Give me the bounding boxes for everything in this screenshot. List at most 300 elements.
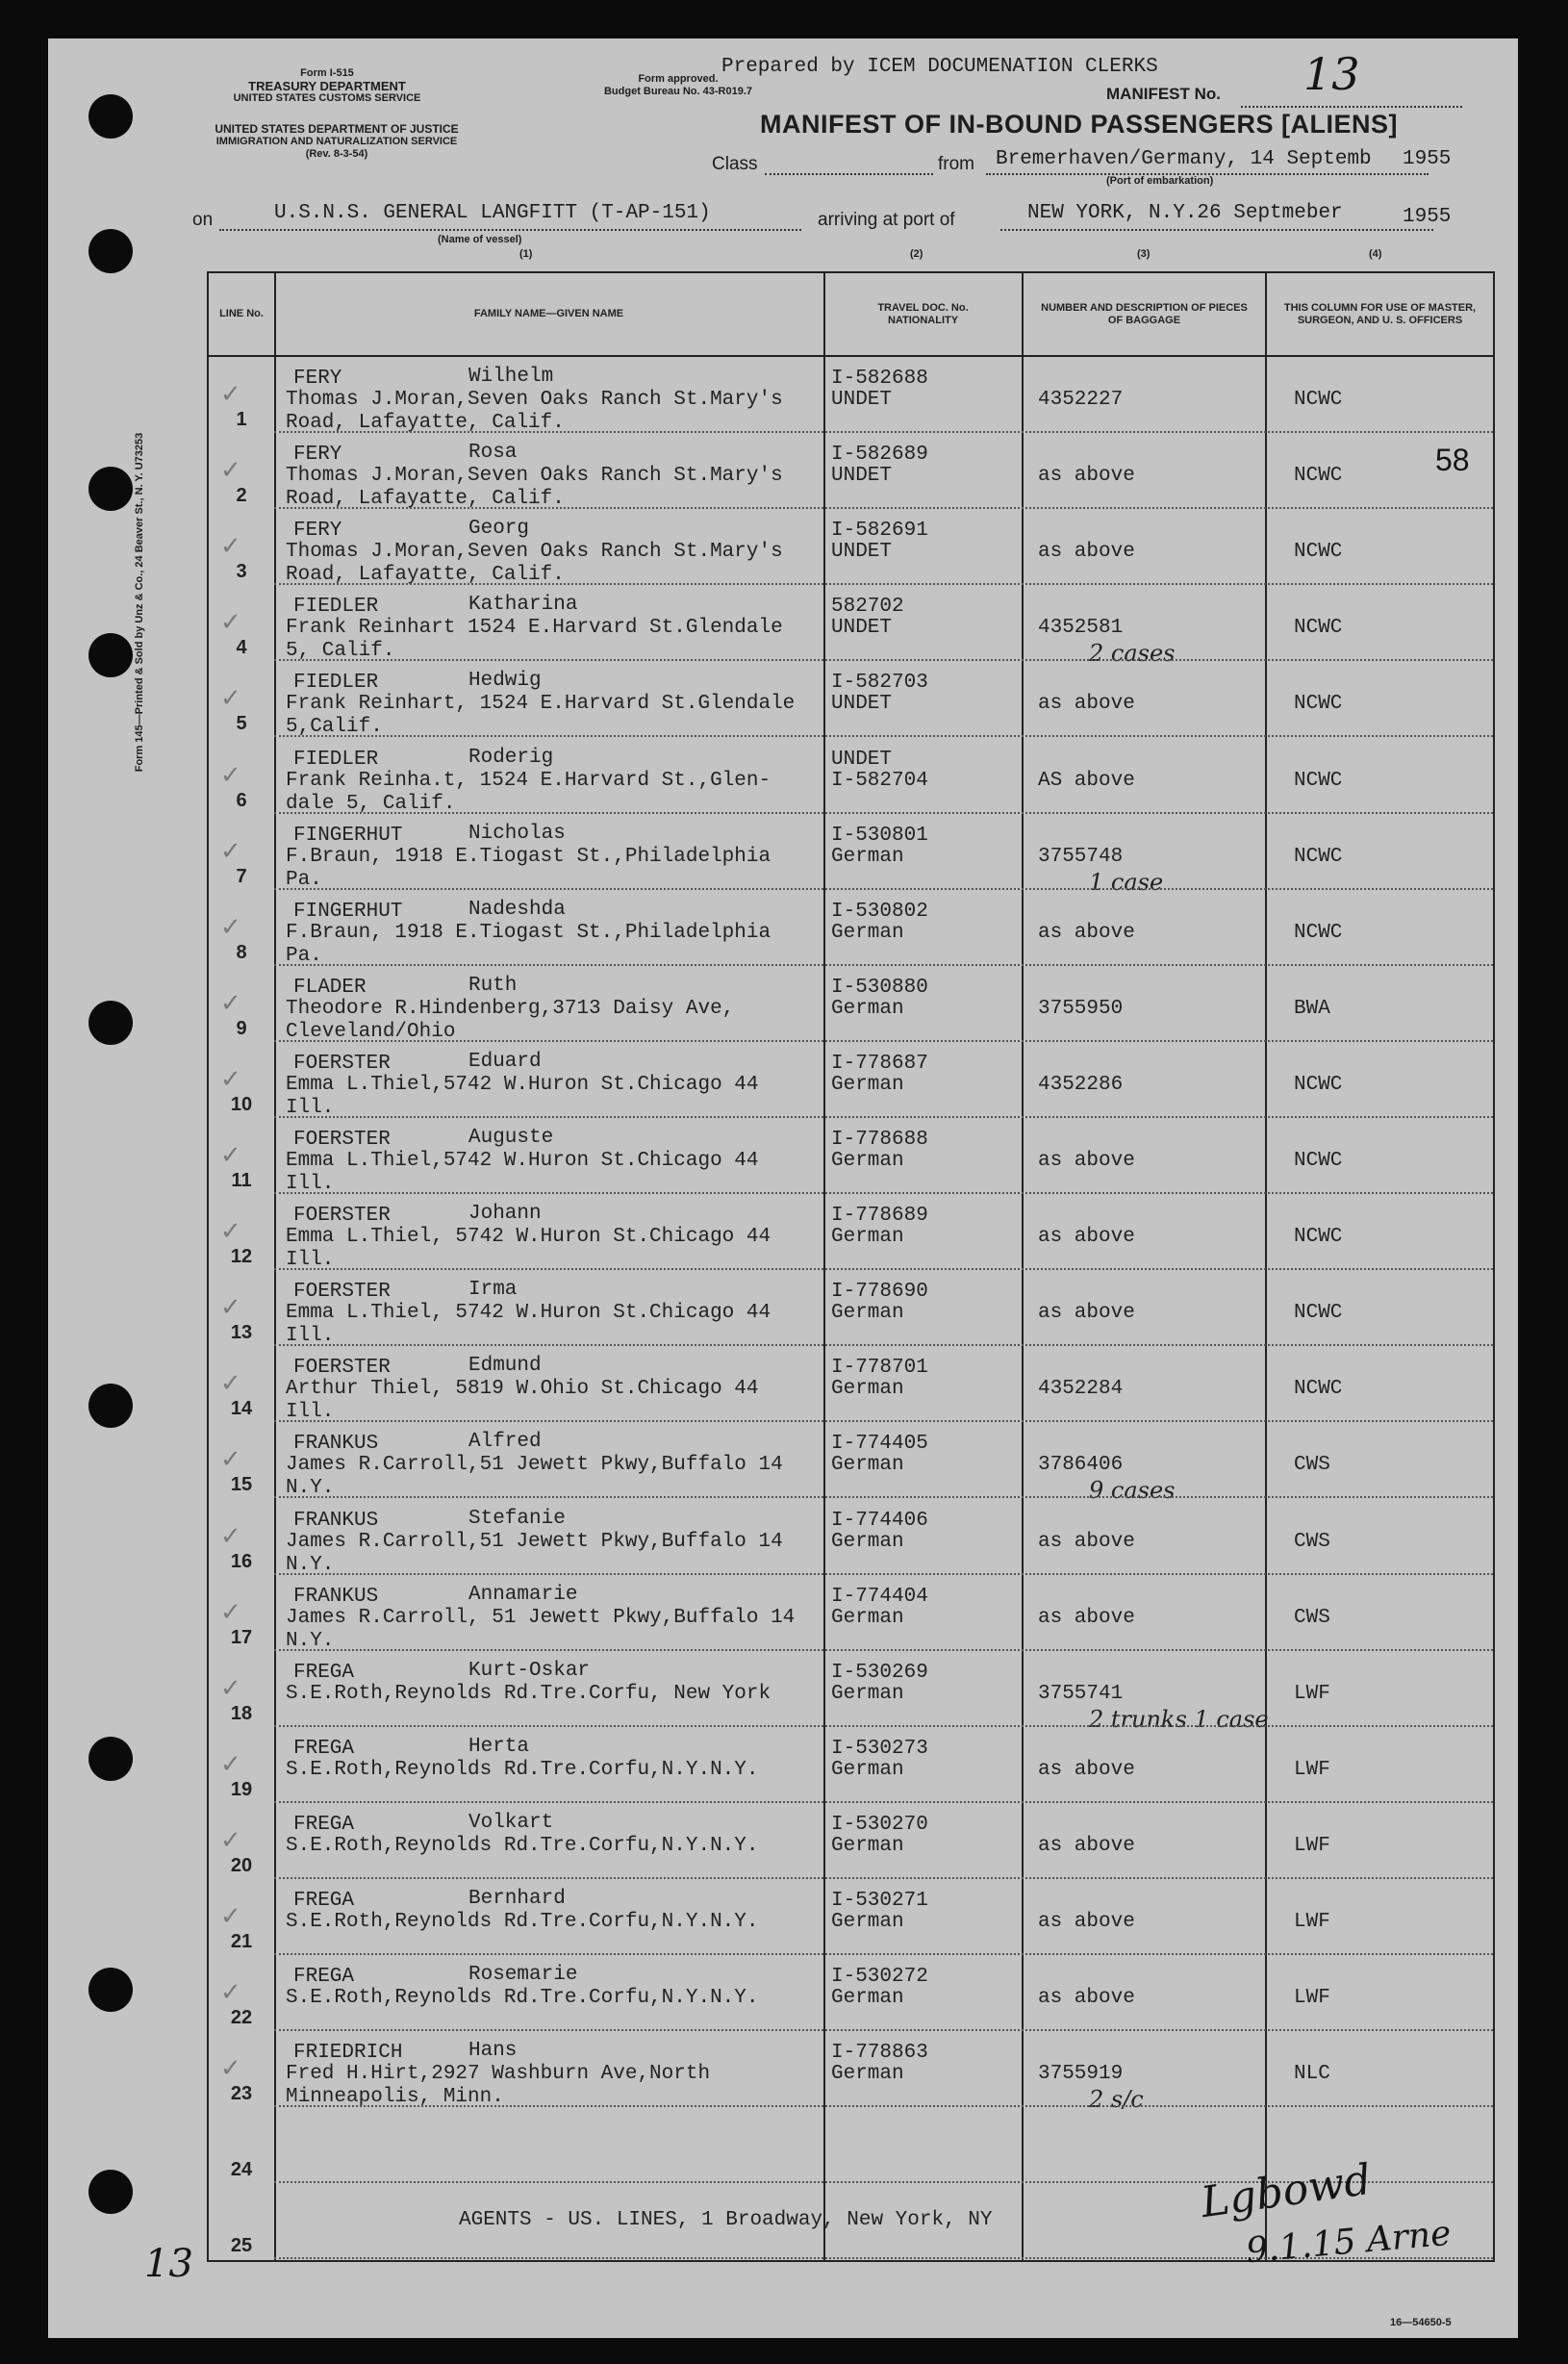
row-travel-doc: I-774405 [831,1433,928,1456]
table-row [209,1499,1493,1575]
row-address-line-1: James R.Carroll,51 Jewett Pkwy,Buffalo 14 [286,1454,783,1477]
table-row [209,357,1493,433]
table-row [209,738,1493,814]
row-nationality: German [831,1226,904,1249]
check-mark-icon: ✓ [220,1597,241,1626]
row-line-number: 15 [230,1474,253,1496]
row-given-name: Wilhelm [468,366,554,388]
table-row [209,966,1493,1042]
row-baggage: 3786406 [1038,1454,1124,1477]
row-travel-doc: I-530270 [831,1813,928,1836]
row-given-name: Edmund [468,1355,542,1378]
row-address-line-1: Frank Reinhart, 1524 E.Harvard St.Glendale [286,693,796,716]
row-nationality: UNDET [831,389,893,411]
row-nationality: UNDET [831,693,893,716]
row-baggage: as above [1038,1606,1135,1629]
row-address-line-1: F.Braun, 1918 E.Tiogast St.,Philadelphia [286,921,771,944]
row-family-name: FREGA [293,1737,355,1760]
row-organization: BWA [1294,997,1330,1020]
row-family-name: FOERSTER [293,1205,391,1228]
punch-hole [89,467,133,511]
table-row [209,1042,1493,1118]
row-organization: NCWC [1294,1226,1343,1249]
row-baggage: 4352286 [1038,1073,1124,1096]
col-header-travel-doc: TRAVEL DOC. No. NATIONALITY [877,301,969,326]
check-mark-icon: ✓ [220,836,241,865]
row-baggage: as above [1038,1987,1135,2010]
table-row [209,1727,1493,1803]
row-line-number: 3 [236,561,247,583]
row-travel-doc: UNDET [831,748,893,771]
row-line-number: 7 [236,865,247,887]
row-organization: LWF [1294,1758,1330,1781]
row-nationality: German [831,1758,904,1781]
row-baggage: 4352227 [1038,389,1124,411]
row-nationality: German [831,1150,904,1172]
row-travel-doc: I-582689 [831,444,928,467]
row-nationality: German [831,1378,904,1401]
row-baggage: as above [1038,1150,1135,1172]
port-embark-caption: (Port of embarkation) [1106,175,1214,187]
row-nationality: German [831,997,904,1020]
row-travel-doc: I-778863 [831,2042,928,2065]
row-family-name: FRIEDRICH [293,2042,403,2065]
form-approved: Form approved. Budget Bureau No. 43-R019.7 [603,73,753,97]
row-family-name: FINGERHUT [293,824,403,847]
row-line-number: 4 [236,637,247,659]
table-row [209,1346,1493,1422]
row-baggage-note: 2 s/c [1089,2086,1144,2114]
row-baggage-note: 9 cases [1089,1477,1176,1505]
row-baggage: as above [1038,541,1135,564]
table-row [209,1422,1493,1505]
row-family-name: FOERSTER [293,1129,391,1151]
row-address-line-1: S.E.Roth,Reynolds Rd.Tre.Corfu,N.Y.N.Y. [286,1911,759,1933]
row-line-number: 10 [230,1093,253,1115]
row-address-line-1: Theodore R.Hindenberg,3713 Daisy Ave, [286,997,735,1020]
row-nationality: German [831,1911,904,1933]
row-line-number: 13 [230,1322,253,1344]
row-address-line-1: AGENTS - US. LINES, 1 Broadway, New York, NY [459,2209,993,2232]
row-line-number: 9 [236,1017,247,1039]
row-address-line-2: dale 5, Calif. [286,792,456,815]
row-given-name: Hedwig [468,670,542,693]
row-given-name: Georg [468,518,530,541]
row-address-line-1: Emma L.Thiel, 5742 W.Huron St.Chicago 44 [286,1302,771,1325]
row-travel-doc: I-530269 [831,1661,928,1684]
table-row [209,661,1493,737]
manifest-page [48,38,1518,2338]
col-header-line-no: LINE No. [219,308,264,319]
check-mark-icon: ✓ [220,1293,241,1322]
row-address-line-2: Cleveland/Ohio [286,1020,456,1043]
row-baggage-note: 1 case [1089,868,1164,896]
passenger-table [207,271,1495,2262]
row-address-line-1: Emma L.Thiel,5742 W.Huron St.Chicago 44 [286,1073,759,1096]
col-num-1: (1) [519,248,533,260]
row-address-line-2: Ill. [286,1173,335,1195]
row-family-name: FIEDLER [293,596,379,619]
col-header-officers: THIS COLUMN FOR USE OF MASTER, SURGEON, AND U. S. OFFICERS [1283,301,1477,326]
row-travel-doc: I-582688 [831,368,928,390]
row-organization: NCWC [1294,769,1343,792]
row-address-line-1: S.E.Roth,Reynolds Rd.Tre.Corfu, New York [286,1682,771,1705]
row-organization: LWF [1294,1987,1330,2010]
row-address-line-2: Pa. [286,944,322,967]
row-address-line-2: Ill. [286,1401,335,1424]
row-travel-doc: I-778701 [831,1357,928,1380]
row-line-number: 16 [230,1550,253,1572]
row-baggage: as above [1038,1758,1135,1781]
row-organization: NCWC [1294,1073,1343,1096]
row-line-number: 21 [230,1931,253,1952]
punch-hole [89,1001,133,1045]
row-travel-doc: I-530880 [831,976,928,999]
table-row [209,1879,1493,1955]
punch-hole [89,633,133,677]
row-address-line-1: F.Braun, 1918 E.Tiogast St.,Philadelphia [286,845,771,868]
row-line-number: 2 [236,485,247,507]
arrival-value: NEW YORK, N.Y.26 Septmeber [1027,202,1343,224]
row-nationality: UNDET [831,465,893,488]
row-nationality: German [831,2063,904,2086]
table-row [209,1575,1493,1651]
row-travel-doc: I-778688 [831,1129,928,1151]
manifest-no-label: MANIFEST No. [1106,85,1221,103]
row-address-line-2: Road, Lafayatte, Calif. [286,488,565,511]
row-nationality: UNDET [831,541,893,564]
side-imprint: Form 145—Printed & Sold by Unz & Co., 24 Beaver St., N. Y. U73253 [134,432,145,773]
check-mark-icon: ✓ [220,1902,241,1930]
table-row [209,509,1493,585]
row-organization: NCWC [1294,465,1343,488]
row-address-line-2: Pa. [286,868,322,891]
row-address-line-2: Ill. [286,1325,335,1348]
row-address-line-2: Ill. [286,1249,335,1272]
check-mark-icon: ✓ [220,1141,241,1169]
row-address-line-1: S.E.Roth,Reynolds Rd.Tre.Corfu,N.Y.N.Y. [286,1987,759,2010]
check-mark-icon: ✓ [220,2054,241,2083]
punch-hole [89,1968,133,2012]
row-nationality: German [831,1682,904,1705]
row-family-name: FERY [293,520,342,543]
row-address-line-1: Frank Reinhart 1524 E.Harvard St.Glendale [286,617,783,640]
form-block-treasury: Form I-515 TREASURY DEPARTMENT UNITED STATES CUSTOMS SERVICE [233,67,421,104]
row-family-name: FINGERHUT [293,900,403,923]
row-baggage: as above [1038,1302,1135,1325]
from-label: from [938,154,974,174]
row-line-number: 23 [230,2083,253,2105]
row-nationality: German [831,1530,904,1553]
row-family-name: FLADER [293,976,367,999]
row-line-number: 25 [230,2235,253,2257]
row-address-line-2: N.Y. [286,1477,335,1500]
row-nationality: German [831,1606,904,1629]
punch-hole [89,1384,133,1428]
row-family-name: FOERSTER [293,1281,391,1304]
row-given-name: Stefanie [468,1507,566,1530]
table-row [209,1955,1493,2031]
row-organization: NLC [1294,2063,1330,2086]
row-line-number: 18 [230,1702,253,1724]
row-line-number: 1 [236,409,247,430]
row-nationality: German [831,921,904,944]
row-organization: NCWC [1294,693,1343,716]
col-num-3: (3) [1137,248,1151,260]
row-family-name: FOERSTER [293,1357,391,1380]
table-header [209,273,1493,357]
check-mark-icon: ✓ [220,1978,241,2007]
row-address-line-2: Minneapolis, Minn. [286,2086,504,2109]
row-travel-doc: I-778687 [831,1052,928,1075]
row-baggage-note: 2 cases [1089,640,1176,668]
check-mark-icon: ✓ [220,1217,241,1246]
row-address-line-1: Emma L.Thiel, 5742 W.Huron St.Chicago 44 [286,1226,771,1249]
row-line-number: 22 [230,2007,253,2029]
row-nationality: German [831,845,904,868]
row-travel-doc: I-582691 [831,520,928,543]
row-address-line-2: Ill. [286,1096,335,1119]
row-family-name: FRANKUS [293,1509,379,1532]
row-given-name: Nadeshda [468,898,566,921]
col-num-2: (2) [910,248,923,260]
row-organization: LWF [1294,1682,1330,1705]
row-address-line-1: Frank Reinha.t, 1524 E.Harvard St.,Glen- [286,769,771,792]
table-row [209,1651,1493,1733]
row-given-name: Irma [468,1279,518,1302]
check-mark-icon: ✓ [220,608,241,637]
row-line-number: 14 [230,1398,253,1420]
arriving-label: arriving at port of [818,210,955,230]
check-mark-icon: ✓ [220,1064,241,1093]
check-mark-icon: ✓ [220,1521,241,1550]
col-header-name: FAMILY NAME—GIVEN NAME [473,308,624,319]
row-address-line-2: Road, Lafayatte, Calif. [286,564,565,587]
row-nationality: German [831,1073,904,1096]
row-given-name: Ruth [468,974,518,997]
row-nationality: German [831,1987,904,2010]
row-travel-doc: I-778689 [831,1205,928,1228]
row-organization: NCWC [1294,1302,1343,1325]
row-line-number: 19 [230,1778,253,1800]
row-family-name: FERY [293,444,342,467]
col-header-baggage: NUMBER AND DESCRIPTION OF PIECES OF BAGGAGE [1041,301,1248,326]
row-organization: NCWC [1294,1150,1343,1172]
row-organization: NCWC [1294,1378,1343,1401]
page-title: MANIFEST OF IN-BOUND PASSENGERS [ALIENS] [760,110,1399,139]
row-family-name: FERY [293,368,342,390]
row-travel-doc: I-778690 [831,1281,928,1304]
row-given-name: Katharina [468,594,578,617]
row-address-line-2: N.Y. [286,1553,335,1576]
row-travel-doc: I-774406 [831,1509,928,1532]
table-row [209,1118,1493,1194]
row-travel-doc: I-530802 [831,900,928,923]
row-baggage: 4352581 [1038,617,1124,640]
punch-hole [89,229,133,273]
row-family-name: FIEDLER [293,748,379,771]
row-family-name: FREGA [293,1813,355,1836]
row-organization: CWS [1294,1606,1330,1629]
row-address-line-1: S.E.Roth,Reynolds Rd.Tre.Corfu,N.Y.N.Y. [286,1758,759,1781]
table-row [209,433,1493,509]
check-mark-icon: ✓ [220,456,241,485]
row-address-line-2: Road, Lafayatte, Calif. [286,412,565,434]
signature-sub: 9.1.15 Arne [1244,2213,1454,2272]
check-mark-icon: ✓ [220,532,241,561]
row-address-line-1: Thomas J.Moran,Seven Oaks Ranch St.Mary's [286,465,783,488]
row-nationality: German [831,1302,904,1325]
from-year: 1955 [1403,148,1452,170]
row-baggage: as above [1038,1226,1135,1249]
row-travel-doc: I-774404 [831,1585,928,1608]
check-mark-icon: ✓ [220,1673,241,1702]
row-address-line-2: 5,Calif. [286,716,383,739]
table-row [209,585,1493,668]
table-row [209,1194,1493,1270]
row-baggage: 3755950 [1038,997,1124,1020]
row-given-name: Rosa [468,442,518,465]
row-organization: NCWC [1294,389,1343,411]
row-organization: NCWC [1294,845,1343,868]
check-mark-icon: ✓ [220,912,241,941]
row-given-name: Rosemarie [468,1964,578,1987]
row-address-line-1: Fred H.Hirt,2927 Washburn Ave,North [286,2063,711,2086]
row-given-name: Hans [468,2040,518,2063]
row-address-line-1: S.E.Roth,Reynolds Rd.Tre.Corfu,N.Y.N.Y. [286,1834,759,1857]
row-given-name: Eduard [468,1050,542,1073]
form-block-justice: UNITED STATES DEPARTMENT OF JUSTICE IMMIGRATION AND NATURALIZATION SERVICE (Rev. 8-3-54) [215,122,459,160]
row-organization: NCWC [1294,921,1343,944]
margin-number: 58 [1435,443,1470,477]
row-travel-doc: I-530273 [831,1737,928,1760]
row-travel-doc: I-530272 [831,1966,928,1989]
check-mark-icon: ✓ [220,684,241,713]
row-travel-doc: I-530801 [831,824,928,847]
row-address-line-1: James R.Carroll,51 Jewett Pkwy,Buffalo 14 [286,1530,783,1553]
on-label: on [192,210,214,230]
row-given-name: Kurt-Oskar [468,1659,591,1682]
punch-hole [89,94,133,139]
row-line-number: 5 [236,713,247,735]
row-baggage: as above [1038,1834,1135,1857]
row-family-name: FOERSTER [293,1052,391,1075]
row-address-line-1: Arthur Thiel, 5819 W.Ohio St.Chicago 44 [286,1378,759,1401]
form-footer: 16—54650-5 [1390,2317,1452,2328]
row-baggage: as above [1038,693,1135,716]
arrival-year: 1955 [1403,206,1452,228]
check-mark-icon: ✓ [220,1445,241,1474]
row-organization: LWF [1294,1834,1330,1857]
row-given-name: Auguste [468,1127,554,1149]
check-mark-icon: ✓ [220,1749,241,1778]
row-family-name: FREGA [293,1890,355,1912]
vessel-value: U.S.N.S. GENERAL LANGFITT (T-AP-151) [274,202,711,224]
table-row [209,2031,1493,2114]
row-given-name: Volkart [468,1811,554,1834]
from-value: Bremerhaven/Germany, 14 Septemb [996,148,1372,170]
row-baggage: as above [1038,921,1135,944]
row-family-name: FRANKUS [293,1433,379,1456]
row-nationality: German [831,1454,904,1477]
row-line-number: 24 [230,2159,253,2181]
row-address-line-1: Thomas J.Moran,Seven Oaks Ranch St.Mary's [286,389,783,411]
row-line-number: 8 [236,941,247,963]
signature: Lgbowd [1198,2154,1375,2228]
row-nationality: I-582704 [831,769,928,792]
row-given-name: Alfred [468,1431,542,1454]
row-organization: NCWC [1294,617,1343,640]
check-mark-icon: ✓ [220,1825,241,1854]
table-row [209,1270,1493,1346]
table-row [209,1803,1493,1879]
check-mark-icon: ✓ [220,988,241,1017]
punch-hole [89,2170,133,2214]
row-family-name: FREGA [293,1661,355,1684]
row-line-number: 11 [231,1170,252,1191]
row-baggage: 3755741 [1038,1682,1124,1705]
row-baggage: 4352284 [1038,1378,1124,1401]
check-mark-icon: ✓ [220,760,241,789]
table-row [209,814,1493,896]
row-baggage-note: 2 trunks 1 case [1089,1705,1269,1733]
row-baggage: as above [1038,1911,1135,1933]
row-baggage: 3755919 [1038,2063,1124,2086]
row-organization: NCWC [1294,541,1343,564]
row-address-line-1: Thomas J.Moran,Seven Oaks Ranch St.Mary's [286,541,783,564]
prepared-by: Prepared by ICEM DOCUMENATION CLERKS [721,56,1158,78]
row-line-number: 6 [236,789,247,811]
row-nationality: German [831,1834,904,1857]
row-travel-doc: 582702 [831,596,904,619]
row-line-number: 20 [230,1854,253,1876]
row-line-number: 17 [230,1626,253,1648]
row-address-line-1: James R.Carroll, 51 Jewett Pkwy,Buffalo 14 [286,1606,796,1629]
row-baggage: as above [1038,1530,1135,1553]
row-given-name: Herta [468,1735,530,1758]
class-label: Class [712,154,758,174]
row-organization: LWF [1294,1911,1330,1933]
row-address-line-2: N.Y. [286,1629,335,1652]
col-num-4: (4) [1369,248,1382,260]
row-given-name: Roderig [468,746,554,769]
row-address-line-1: Emma L.Thiel,5742 W.Huron St.Chicago 44 [286,1150,759,1172]
row-organization: CWS [1294,1530,1330,1553]
manifest-no-value: 13 [1303,48,1360,100]
check-mark-icon: ✓ [220,380,241,408]
row-baggage: 3755748 [1038,845,1124,868]
row-family-name: FRANKUS [293,1585,379,1608]
punch-hole [89,1737,133,1781]
row-travel-doc: I-582703 [831,672,928,695]
row-line-number: 12 [230,1246,253,1268]
row-nationality: UNDET [831,617,893,640]
row-address-line-2: 5, Calif. [286,640,395,663]
row-baggage: AS above [1038,769,1135,792]
row-organization: CWS [1294,1454,1330,1477]
row-given-name: Annamarie [468,1583,578,1606]
row-baggage: as above [1038,465,1135,488]
row-family-name: FIEDLER [293,672,379,695]
row-given-name: Bernhard [468,1888,566,1910]
bottom-left-mark: 13 [144,2242,193,2286]
row-given-name: Nicholas [468,822,566,845]
check-mark-icon: ✓ [220,1369,241,1398]
row-family-name: FREGA [293,1966,355,1989]
vessel-caption: (Name of vessel) [438,234,522,245]
table-row [209,890,1493,966]
row-given-name: Johann [468,1203,542,1226]
